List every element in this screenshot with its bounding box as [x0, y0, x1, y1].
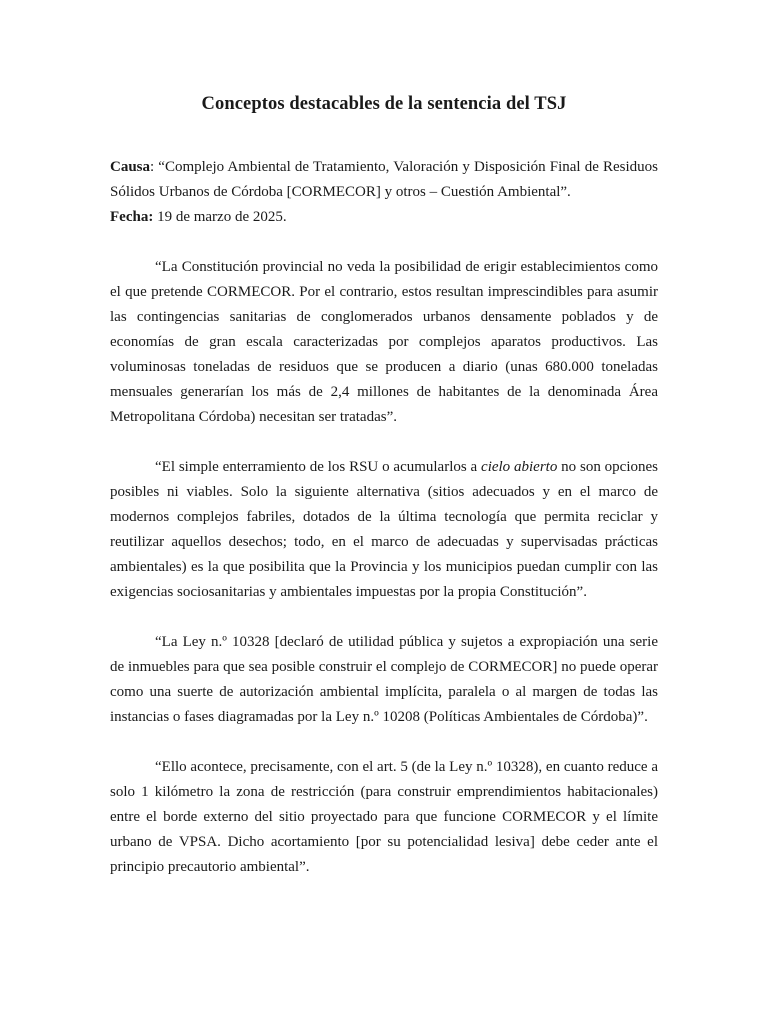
- quote-2-before: “El simple enterramiento de los RSU o acumularlos a: [155, 459, 482, 475]
- date-label: Fecha:: [110, 209, 154, 225]
- document-title: Conceptos destacables de la sentencia del TSJ: [201, 94, 567, 114]
- document-page: [110, 94, 658, 880]
- date-text: 19 de marzo de 2025.: [153, 209, 287, 225]
- spacer: [110, 605, 658, 630]
- case-line: [110, 155, 658, 205]
- quote-2-italic: cielo abierto: [481, 459, 558, 475]
- quote-paragraph-2: [110, 455, 658, 605]
- case-text: : “Complejo Ambiental de Tratamiento, Valoración y Disposición Final de Residuos Sólidos Urbanos de Córdoba [CORMECOR] y otros – Cuestión Ambiental”.: [110, 159, 658, 200]
- case-label: Causa: [110, 159, 151, 175]
- quote-paragraph-1: “La Constitución provincial no veda la posibilidad de erigir establecimientos como el que pretende CORMECOR. Por el contrario, estos resultan imprescindibles para asumir las contingencias sanitarias de conglomerados urbanos densamente poblados y de economías de gran escala caracterizadas por complejos aparatos productivos. Las voluminosas toneladas de residuos que se producen a diario (unas 680.000 toneladas mensuales generarían los más de 2,4 millones de habitantes de la denominada Área Metropolitana Córdoba) necesitan ser tratadas”.: [110, 259, 658, 425]
- spacer: [110, 430, 658, 455]
- quote-paragraph-3: “La Ley n.º 10328 [declaró de utilidad pública y sujetos a expropiación una serie de inmuebles para que sea posible construir el complejo de CORMECOR] no puede operar como una suerte de autorización ambiental implícita, paralela o al margen de todas las instancias o fases diagramadas por la Ley n.º 10208 (Políticas Ambientales de Córdoba)”.: [110, 634, 658, 725]
- spacer: [110, 730, 658, 755]
- spacer: [110, 230, 658, 255]
- date-line: [110, 205, 658, 230]
- quote-2-after: no son opciones posibles ni viables. Solo la siguiente alternativa (sitios adecuados y en el marco de modernos complejos fabriles, dotados de la última tecnología que permita reciclar y reutilizar aquellos desechos; todo, en el marco de adecuadas y supervisadas prácticas ambientales) es la que posibilita que la Provincia y los municipios puedan cumplir con las exigencias sociosanitarias y ambientales impuestas por la propia Constitución”.: [110, 459, 658, 600]
- quote-paragraph-4: “Ello acontece, precisamente, con el art. 5 (de la Ley n.º 10328), en cuanto reduce a solo 1 kilómetro la zona de restricción (para construir emprendimientos habitacionales) entre el borde externo del sitio proyectado para que funcione CORMECOR y el límite urbano de VPSA. Dicho acortamiento [por su potencialidad lesiva] debe ceder ante el principio precautorio ambiental”.: [110, 759, 658, 875]
